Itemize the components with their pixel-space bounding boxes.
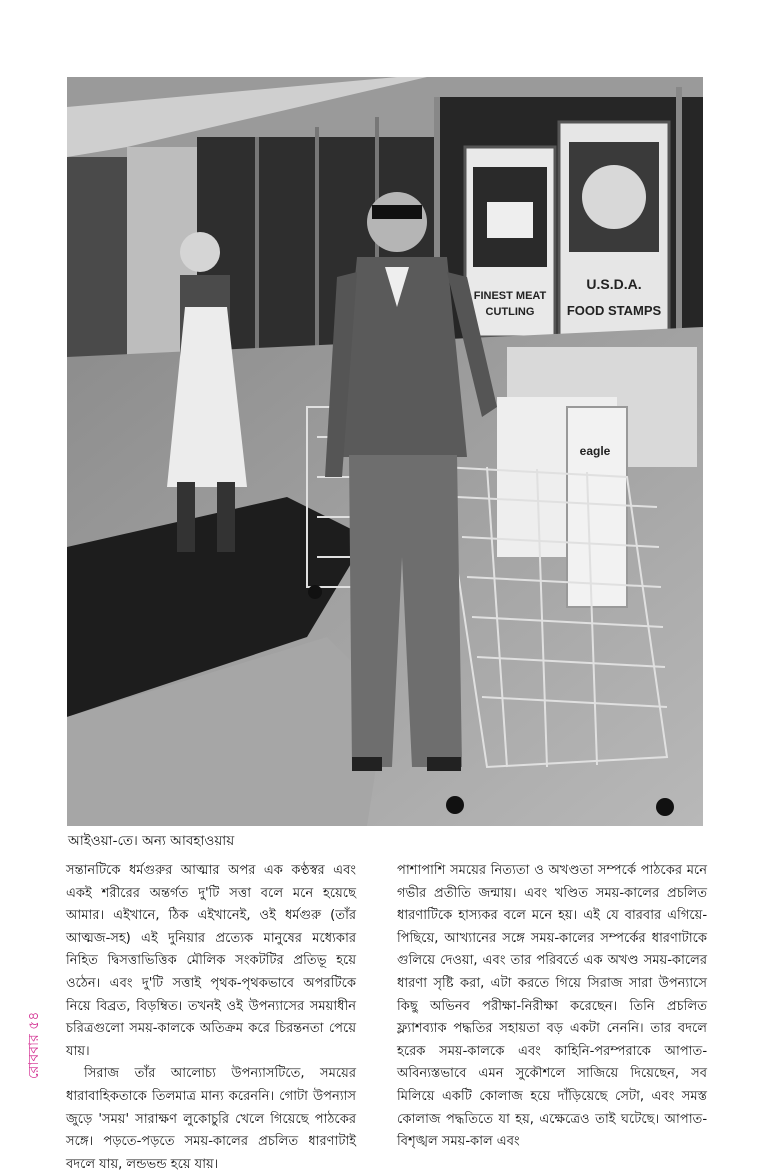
photo-caption: আইওয়া-তে। অন্য আবহাওয়ায়: [68, 833, 235, 849]
photo-illustration: [67, 77, 703, 826]
svg-text:FINEST MEAT: FINEST MEAT: [473, 290, 547, 302]
usda-line-2: FOOD STAMPS: [566, 303, 662, 318]
usda-line-1: U.S.D.A.: [586, 276, 642, 292]
bag-label: eagle: [579, 444, 611, 458]
paragraph: সিরাজ তাঁর আলোচ্য উপন্যাসটিতে, সময়ের ধারাবাহিকতাকে তিলমাত্র মান্য করেননি। গোটা উপন্যাস জুড়ে 'সময়' সারাক্ষণ লুকোচুরি খেলে গিয়েছে পাঠকের সঙ্গে। পড়তে-পড়তে সময়-কালের প্রচলিত ধারণাটাই বদলে যায়, লন্ডভন্ড হয়ে যায়।: [66, 1066, 356, 1172]
text-column-right: [397, 860, 707, 1154]
paragraph: সন্তানটিকে ধর্মগুরুর আত্মার অপর এক কণ্ঠস্বর এবং একই শরীরের অন্তর্গত দু'টি সত্তা বলে মনে হয়েছে আমার। এইখানে, ঠিক এইখানেই, ওই ধর্মগুরু (তাঁর আত্মজ-সহ) এই দুনিয়ার প্রত্যেক মানুষের মধ্যেকার নিহিত দ্বিসত্তাভিত্তিক মৌলিক সংকটটির প্রতিভূ হয়ে ওঠেন। এবং দু'টি সত্তাই পৃথক-পৃথকভাবে অপরটিকে নিয়ে বিব্রত, বিড়ম্বিত। তখনই ওই উপন্যাসের সময়াধীন চরিত্রগুলো সময়-কালকে অতিক্রম করে চিরন্তনতা পেয়ে যায়।: [66, 863, 356, 1059]
store-sign-food-stamps: [559, 122, 669, 337]
store-sign-meat: [465, 147, 555, 337]
paragraph: পাশাপাশি সময়ের নিত্যতা ও অখণ্ডতা সম্পর্কে পাঠকের মনে গভীর প্রতীতি জন্মায়। এবং খণ্ডিত সময়-কালের প্রচলিত ধারণাটিকে হাস্যকর বলে মনে হয়। এই যে বারবার এগিয়ে-পিছিয়ে, আখ্যানের সঙ্গে সময়-কালের সম্পর্কের ধারণাটাকে গুলিয়ে দেওয়া, এবং তার পরিবর্তে এক অখণ্ড সময়-কালের ধারণা সৃষ্টি করা, এটা করতে গিয়ে সিরাজ সারা উপন্যাসে কিছু অভিনব পরীক্ষা-নিরীক্ষা করেছেন। তিনি প্রচলিত ফ্ল্যাশব্যাক পদ্ধতির সহায়তা বড় একটা নেননি। তার বদলে হরেক সময়-কালকে এবং কাহিনি-পরম্পরাকে আপাত-অবিন্যস্তভাবে এমন সুকৌশলে সাজিয়ে দিয়েছেন, সব মিলিয়ে একটি কোলাজ হয়ে দাঁড়িয়েছে সেটা, এবং সমস্ত কোলাজ পদ্ধতিতে যা হয়, এক্ষেত্রেও তাই ঘটেছে। আপাত-বিশৃঙ্খল সময়-কাল এবং: [397, 863, 707, 1150]
svg-text:CUTLING: CUTLING: [485, 306, 535, 318]
text-column-left: [66, 860, 356, 1176]
page-margin-label: রোববার ৫৪: [26, 1011, 42, 1079]
photograph: [67, 77, 703, 826]
